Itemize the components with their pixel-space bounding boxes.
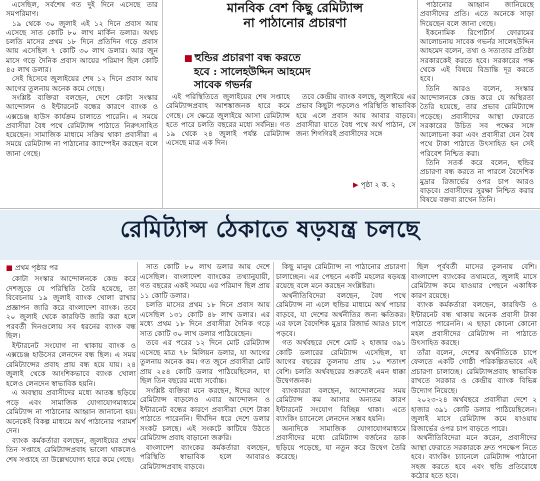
main-story-column-2 bbox=[140, 262, 270, 471]
paragraph: ইকনোমিক রিপোর্টার্স ফোরামের আলোচনায় সাবেক গভর্নর সালেহউদ্দিন আহমেদ বলেন, তথ্য ও সত্যতার প্রতিষ্ঠা সরকারকেই করতে হবে। সরকারের পক্ষ থেকে এই বিষয়ে বিভ্রান্তি দূর করতে হবে। bbox=[420, 27, 534, 84]
paragraph: সেই হিসেবে জুলাইয়ের শেষ ১২ দিনে প্রবাস আয় আগের তুলনায় অনেক কমে গেছে। bbox=[6, 74, 158, 93]
subhead-line-2: হবে : সালেহউদ্দিন আহমেদ bbox=[194, 66, 311, 78]
paragraph: সংশ্লিষ্ট ব্যক্তিরা বলছেন, দেশে কোটা সংস্কার আন্দোলন ও ইন্টারনেট বন্ধের কারণে ব্যাংক ও এক্সচেঞ্জ হাউস কার্যক্রম চালাতে পারেনি। এ সময়ে প্রবাসীরা বৈধ পথে রেমিট্যান্স পাঠাতে নিরুৎসাহিত হয়েছেন। সামাজিক মাধ্যমে সক্রিয় থাকা প্রবাসীরা এ সময়ে রেমিট্যান্স না পাঠানোর ক্যাম্পেইন করছেন বলে জানা গেছে। bbox=[6, 92, 158, 158]
paragraph: ব্যাংকাররা বলছেন, আন্দোলনের সময় রেমিট্যান্স কম আসার অন্যতম কারণ ইন্টারনেট সংযোগ বিচ্ছিন্ন থাকা। এতে ব্যাংকিং চ্যানেলে লেনদেন সম্ভব হয়নি। bbox=[276, 385, 406, 423]
paragraph: ব্যাংক কর্মকর্তারা বলছেন, জুলাইয়ের প্রথম তিন সপ্তাহে রেমিট্যান্সপ্রবাহ ভালো থাকলেও শেষ সপ্তাহে তা উল্লেখযোগ্য হারে কমে গেছে। bbox=[6, 435, 136, 464]
paragraph: অন্যদিকে সামাজিক যোগাযোগমাধ্যমে প্রবাসীদের মধ্যে রেমিট্যান্স বর্জনের ডাক ছড়িয়ে পড়েছে, যা নতুন করে উদ্বেগ তৈরি করেছে। bbox=[276, 423, 406, 461]
column-divider bbox=[137, 262, 138, 440]
paragraph: তিনি সতর্ক করে বলেন, হুন্ডির প্রচারণা বন্ধ করতে না পারলে বৈদেশিক মুদ্রার রিজার্ভের ওপর চাপ আরও বাড়বে। প্রবাসীদের সুরক্ষা নিশ্চিত করার বিষয়ে বক্তব্য রাখেন তিনি। bbox=[420, 158, 534, 205]
top-story-headline bbox=[175, 0, 415, 52]
paragraph: কিছু মানুষ রেমিট্যান্স না পাঠানোর প্রচারণা চালাচ্ছেন। এর পেছনে একটি মহলের ষড়যন্ত্র রয়েছে বলে মনে করছেন সংশ্লিষ্টরা। bbox=[276, 262, 406, 290]
paragraph: চলতি মাসের প্রথম ১৮ দিনে প্রবাস আয় এসেছিল ১৩১ কোটি ৪৮ লাখ ডলার। এর মধ্যে প্রথম ১৮ দিনে প্রবাসীরা দৈনিক গড়ে সাত কোটি ৩০ লাখ ডলার পাঠিয়েছেন। bbox=[140, 300, 270, 338]
subhead-line-1: হুন্ডির প্রচারণা বন্ধ করতে bbox=[194, 52, 301, 64]
paragraph: তাঁরা বলেন, দেশের অর্থনীতিকে চাপে ফেলতে একটি গোষ্ঠী পরিকল্পিতভাবে এই প্রচারণা চালাচ্ছে। রেমিট্যান্সপ্রবাহ স্বাভাবিক রাখতে সরকার ও কেন্দ্রীয় ব্যাংক বিভিন্ন উদ্যোগ নিয়েছে। bbox=[411, 347, 537, 395]
continued-page-reference[interactable] bbox=[353, 180, 396, 192]
main-story-column-3 bbox=[276, 262, 406, 461]
triangle-icon: ■ bbox=[6, 263, 13, 272]
paragraph: গত অর্থবছরে দেশে মোট ২ হাজার ৩৯১ কোটি ডলারের রেমিট্যান্স এসেছিল, যা আগের বছরের তুলনায় প্রায় ১০ শতাংশ বেশি। চলতি অর্থবছরের শুরুতেই এমন ধাক্কা উদ্বেগজনক। bbox=[276, 338, 406, 385]
top-story-column-3 bbox=[296, 92, 416, 190]
paragraph: এসেছিল, সর্বশেষ গত দুই দিনে এসেছে তার সমপরিমাণ। bbox=[6, 0, 158, 19]
headline-line-2: না পাঠানোর প্রচারণা bbox=[243, 15, 347, 30]
headline-line-1: মানবিক বেশ কিছু রেমিট্যান্স bbox=[226, 0, 364, 15]
paragraph: ২০২৩-২৪ অর্থবছরে প্রবাসীরা দেশে ২ হাজার ৩৯১ কোটি ডলার পাঠিয়েছিলেন। জুলাই মাসে রেমিট্যান্স কমে যাওয়ায় রিজার্ভের ওপর চাপ বাড়তে পারে। bbox=[411, 395, 537, 433]
top-story-column-4 bbox=[420, 0, 534, 208]
paragraph: তবে কেন্দ্রীয় ব্যাংক বলছে, জুলাইয়ে এর প্রভাব কিছুটা পড়লেও পরিস্থিতি স্বাভাবিক হয়ে এলে প্রবাস আয় আবার বাড়বে। প্রবাসীরা যাতে বৈধ পথে অর্থ পাঠান, সে জন্য শিগগিরই প্রবাসীদের সঙ্গে bbox=[296, 92, 416, 139]
paragraph: অর্থনীতিবিদেরা বলছেন, বৈধ পথে রেমিট্যান্স না এলে হুন্ডির মাধ্যমে অর্থ পাচার বাড়বে, যা দেশের অর্থনীতির জন্য ক্ষতিকর। এর ফলে বৈদেশিক মুদ্রার রিজার্ভ আরও চাপে পড়বে। bbox=[276, 290, 406, 338]
section-rule bbox=[0, 208, 540, 209]
main-story-column-4 bbox=[411, 262, 537, 480]
column-divider bbox=[162, 0, 163, 208]
paragraph: কোটা সংস্কার আন্দোলনকে কেন্দ্র করে দেশজুড়ে যে পরিস্থিতি তৈরি হয়েছে, তা বিবেচনায় ১৯ জুলাই ব্যাংক খোলা রাখার প্রজ্ঞাপন জারি করে বাংলাদেশ ব্যাংক। তবে ২০ জুলাই থেকে কারফিউ জারি করা হলে পরবর্তী দিনগুলোয় সব ধরনের ব্যাংক বন্ধ ছিল। bbox=[6, 274, 136, 340]
paragraph: তিনি আরও বলেন, সংস্কার আন্দোলনকে কেন্দ্র করে যে অস্থিরতা তৈরি হয়েছে, তার প্রভাব রেমিট্যান্সে পড়েছে। প্রবাসীদের আস্থা ফেরাতে সরকারের উচিত সব পক্ষের সঙ্গে আলোচনা করা এবং প্রবাসীরা যেন বৈধ পথে টাকা পাঠাতে উৎসাহিত হন সেই পরিবেশ নিশ্চিত করা। bbox=[420, 83, 534, 158]
paragraph: অর্থনীতিবিদেরা মনে করেন, প্রবাসীদের আস্থা ফেরাতে সরকারকে দ্রুত পদক্ষেপ নিতে হবে। ব্যাংকিং চ্যানেলে রেমিট্যান্স পাঠানো সহজ করতে হবে এবং হুন্ডি প্রতিরোধে কঠোর হতে হবে। bbox=[411, 433, 537, 480]
paragraph: এ অবস্থায় প্রবাসীদের মধ্যে আতঙ্ক ছড়িয়ে পড়ে এবং সামাজিক যোগাযোগমাধ্যমে রেমিট্যান্স না পাঠানোর আহ্বান জানানো হয়। অনেকেই বিকল্প মাধ্যমে অর্থ পাঠানোর পরামর্শ দেন। bbox=[6, 388, 136, 435]
main-story-headline: রেমিট্যান্স ঠেকাতে ষড়যন্ত্র চলছে bbox=[120, 216, 420, 243]
top-story-subhead bbox=[184, 52, 414, 92]
column-divider bbox=[408, 262, 409, 440]
top-story-column-2 bbox=[166, 92, 290, 190]
page-ref-text: পৃষ্ঠা ২ ক. ২ bbox=[360, 180, 396, 189]
top-story-column-1 bbox=[6, 0, 158, 210]
subhead-bullet-icon: ■ bbox=[184, 54, 193, 64]
paragraph: বাংলাদেশ ব্যাংকের কর্মকর্তারা বলছেন, পরিস্থিতি স্বাভাবিক হলে আবারও রেমিট্যান্সপ্রবাহ বাড়বে। bbox=[140, 442, 270, 471]
paragraph: সাত কোটি ৮০ লাখ ডলার আয় দেশে এসেছিল। বাংলাদেশ ব্যাংকের তথ্যানুযায়ী, গত বছরের একই সময়ে এর পরিমাণ ছিল প্রায় ১১ কোটি ডলার। bbox=[140, 262, 270, 300]
paragraph: ১৯ থেকে ৩০ জুলাই এই ১২ দিনে প্রবাস আয় এসেছে সাত কোটি ৮০ লাখ মার্কিন ডলার। অথচ চলতি মাসের প্রথম ১৮ দিনে প্রতিদিন গড়ে প্রবাস আয় এসেছিল ৭ কোটি ৩০ লাখ ডলার। আর জুন মাসে গড়ে দৈনিক প্রবাস আয়ের পরিমাণ ছিল কোটি ৪৫ লাখ ডলার। bbox=[6, 18, 158, 75]
paragraph: পাঠানোর আহ্বান জানিয়েছে প্রবাসীদের প্রতি। এতে অনেকে সাড়া দিয়েছেন বলে জানা গেছে। bbox=[420, 0, 534, 28]
triangle-icon: ▶ bbox=[353, 181, 359, 189]
paragraph: তবে এর পরের ১২ দিনে মোট রেমিট্যান্স এসেছে মাত্র ৭৮ মিলিয়ন ডলার, যা আগের তুলনায় অনেক কম। গত জুনে প্রবাসীরা মোট প্রায় ২৫৪ কোটি ডলার পাঠিয়েছিলেন, যা ছিল তিন বছরের মধ্যে সর্বোচ্চ। bbox=[140, 338, 270, 385]
subhead-line-3: সাবেক গভর্নর bbox=[194, 79, 252, 91]
column-divider bbox=[273, 262, 274, 440]
paragraph: ছিল পূর্ববর্তী মাসের তুলনায় বেশি। বাংলাদেশ ব্যাংকের তথ্যমতে, জুলাই মাসে রেমিট্যান্স কমে যাওয়ার পেছনে একাধিক কারণ রয়েছে। bbox=[411, 262, 537, 300]
paragraph: এই পরিস্থিতিতে জুলাইয়ের শেষ সপ্তাহে রেমিট্যান্সপ্রবাহ আশঙ্কাজনক হারে কমে গেছে। সে ক্ষেত্রে জুলাইয়ে আসা রেমিট্যান্স হতে পারে চলতি বছরের মধ্যে সর্বনিম্ন। গত ১৯ থেকে ২৪ জুলাই পর্যন্ত রেমিট্যান্স এসেছে মাত্র এক দিন। bbox=[166, 92, 290, 148]
column-divider bbox=[417, 0, 418, 208]
kicker-text: প্রথম পৃষ্ঠার পর bbox=[15, 263, 59, 272]
paragraph: ব্যাংক কর্মকর্তারা বলছেন, কারফিউ ও ইন্টারনেট বন্ধ থাকায় অনেক প্রবাসী টাকা পাঠাতে পারেননি। এ ছাড়া কোনো কোনো মহল প্রবাসীদের রেমিট্যান্স না পাঠাতে উৎসাহিত করছে। bbox=[411, 300, 537, 347]
paragraph: ইন্টারনেট সংযোগ না থাকায় ব্যাংক ও এক্সচেঞ্জ হাউসের লেনদেন বন্ধ ছিল। এ সময় রেমিট্যান্সের প্রবাহ প্রায় বন্ধ হয়ে যায়। ২৪ জুলাই থেকে আংশিকভাবে ব্যাংক খোলা হলেও লেনদেন স্বাভাবিক হয়নি। bbox=[6, 340, 136, 388]
paragraph: সংশ্লিষ্ট ব্যক্তিরা মনে করছেন, ঈদের আগে রেমিট্যান্স বাড়লেও এবার আন্দোলন ও ইন্টারনেট বন্ধের কারণে প্রবাসীরা দেশে টাকা পাঠাতে পারেননি। দীর্ঘদিন ধরে দেশে ডলার সংকট চলছে। এই সংকটে কাটিয়ে উঠতে রেমিট্যান্স প্রবাহ বাড়ানো জরুরি। bbox=[140, 385, 270, 442]
main-story-column-1 bbox=[6, 274, 136, 464]
